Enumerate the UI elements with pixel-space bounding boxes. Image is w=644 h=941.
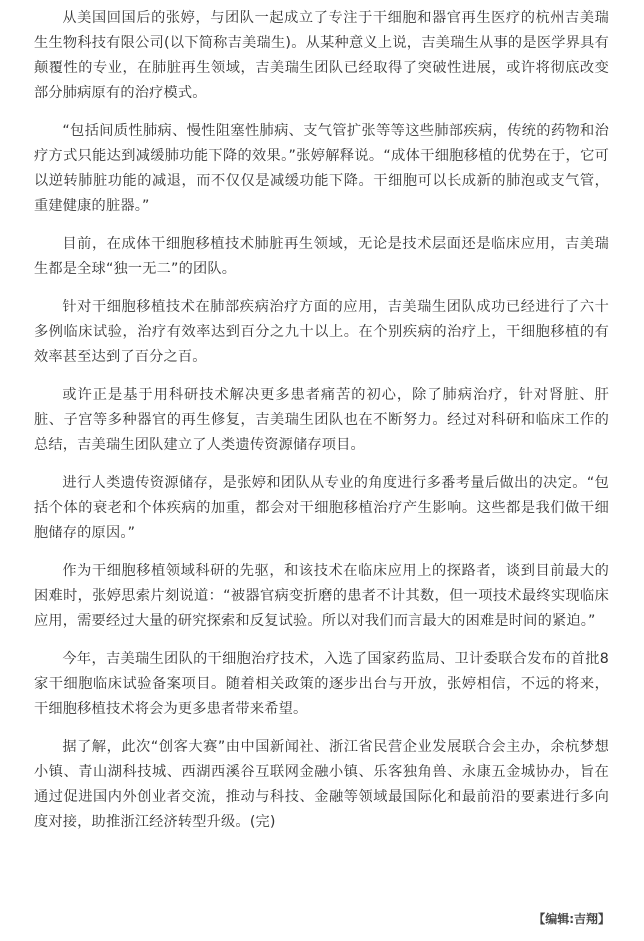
paragraph-5: 或许正是基于用科研技术解决更多患者痛苦的初心，除了肺病治疗，针对肾脏、肝脏、子宫等多种器官的再生修复，吉美瑞生团队也在不断努力。经过对科研和临床工作的总结，吉美瑞生团队建立了人类遗传资源储存项目。 (34, 387, 609, 453)
paragraph-4: 针对干细胞移植技术在肺部疾病治疗方面的应用，吉美瑞生团队成功已经进行了六十多例临床试验，治疗有效率达到百分之九十以上。在个别疾病的治疗上，干细胞移植的有效率甚至达到了百分之百。 (34, 299, 609, 365)
paragraph-7: 作为干细胞移植领域科研的先驱，和该技术在临床应用上的探路者，谈到目前最大的困难时，张婷思索片刻说道：“被器官病变折磨的患者不计其数，但一项技术最终实现临床应用，需要经过大量的研究探索和反复试验。所以对我们而言最大的困难是时间的紧迫。” (34, 563, 609, 629)
paragraph-6: 进行人类遗传资源储存，是张婷和团队从专业的角度进行多番考量后做出的决定。“包括个体的衰老和个体疾病的加重，都会对干细胞移植治疗产生影响。这些都是我们做干细胞储存的原因。” (34, 475, 609, 541)
article-body (34, 6, 609, 848)
editor-credit: 【编辑:吉翔】 (533, 912, 610, 926)
paragraph-9: 据了解，此次“创客大赛”由中国新闻社、浙江省民营企业发展联合会主办，余杭梦想小镇、青山湖科技城、西湖西溪谷互联网金融小镇、乐客独角兽、永康五金城协办，旨在通过促进国内外创业者交流，推动与科技、金融等领域最国际化和最前沿的要素进行多向度对接，助推浙江经济转型升级。(完) (34, 739, 609, 830)
paragraph-1: 从美国回国后的张婷，与团队一起成立了专注于干细胞和器官再生医疗的杭州吉美瑞生生物科技有限公司(以下简称吉美瑞生)。从某种意义上说，吉美瑞生从事的是医学界具有颠覆性的专业，在肺脏再生领域，吉美瑞生团队已经取得了突破性进展，或许将彻底改变部分肺病原有的治疗模式。 (34, 10, 609, 101)
paragraph-3: 目前，在成体干细胞移植技术肺脏再生领域，无论是技术层面还是临床应用，吉美瑞生都是全球“独一无二”的团队。 (34, 236, 609, 277)
paragraph-2: “包括间质性肺病、慢性阻塞性肺病、支气管扩张等等这些肺部疾病，传统的药物和治疗方式只能达到减缓肺功能下降的效果。”张婷解释说。“成体干细胞移植的优势在于，它可以逆转肺脏功能的减退，而不仅仅是减缓功能下降。干细胞可以长成新的肺泡或支气管，重建健康的脏器。” (34, 123, 609, 214)
paragraph-8: 今年，吉美瑞生团队的干细胞治疗技术，入选了国家药监局、卫计委联合发布的首批8家干细胞临床试验备案项目。随着相关政策的逐步出台与开放，张婷相信，不远的将来，干细胞移植技术将会为更多患者带来希望。 (34, 651, 609, 717)
